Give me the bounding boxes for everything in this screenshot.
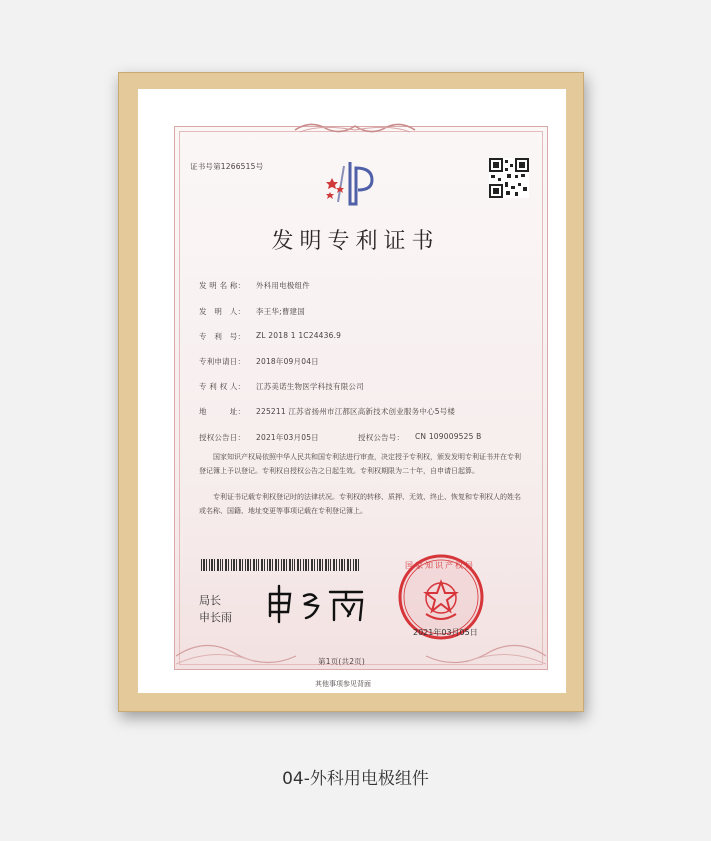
field-value-inventor: 李王华;曹建国 [256, 307, 305, 316]
field-value-announcement-date: 2021年03月05日 [256, 433, 319, 442]
seal-date: 2021年03月05日 [413, 628, 478, 637]
field-value-patent-number: ZL 2018 1 1C24436.9 [256, 331, 342, 340]
barcode [201, 559, 359, 571]
field-label-invention-name: 发 明 名 称： [199, 281, 246, 290]
signature-title: 局长 [199, 594, 221, 607]
certificate-title: 发明专利证书 [271, 229, 440, 254]
seal-text: 国家知识产权局 [405, 561, 475, 570]
qr-code-icon [489, 158, 529, 198]
field-label-address: 地 址： [199, 407, 246, 416]
top-ornament [290, 118, 420, 136]
signature-name: 申长雨 [199, 611, 232, 624]
patent-office-emblem-icon [324, 158, 386, 208]
footer-note: 其他事项参见背面 [315, 680, 371, 688]
certificate-paragraph-2: 专利证书记载专利权登记时的法律状况。专利权的转移、质押、无效、终止、恢复和专利权人的姓名或名称、国籍、地址变更等事项记载在专利登记簿上。 [199, 493, 521, 515]
field-label-application-date: 专利申请日： [199, 357, 246, 366]
field-value-address: 225211 江苏省扬州市江都区高新技术创业服务中心5号楼 [256, 407, 456, 416]
field-label-announcement-date: 授权公告日： [199, 433, 246, 442]
handwritten-signature [264, 582, 376, 624]
field-label-inventor: 发 明 人： [199, 307, 246, 316]
field-label-announcement-number: 授权公告号： [358, 433, 405, 442]
field-value-patentee: 江苏美诺生物医学科技有限公司 [256, 382, 364, 391]
certificate-number: 证书号第1266515号 [190, 162, 264, 171]
field-value-announcement-number: CN 109009525 B [415, 432, 482, 441]
field-label-patentee: 专 利 权 人： [199, 382, 246, 391]
certificate-paragraph-1: 国家知识产权局依照中华人民共和国专利法进行审查，决定授予专利权，颁发发明专利证书并在专利登记簿上予以登记。专利权自授权公告之日起生效。专利权期限为二十年，自申请日起算。 [199, 453, 521, 475]
page-info: 第1页(共2页) [318, 657, 365, 666]
image-caption: 04-外科用电极组件 [282, 769, 429, 789]
field-label-patent-number: 专 利 号： [199, 332, 246, 341]
field-value-application-date: 2018年09月04日 [256, 357, 319, 366]
field-value-invention-name: 外科用电极组件 [256, 281, 310, 290]
